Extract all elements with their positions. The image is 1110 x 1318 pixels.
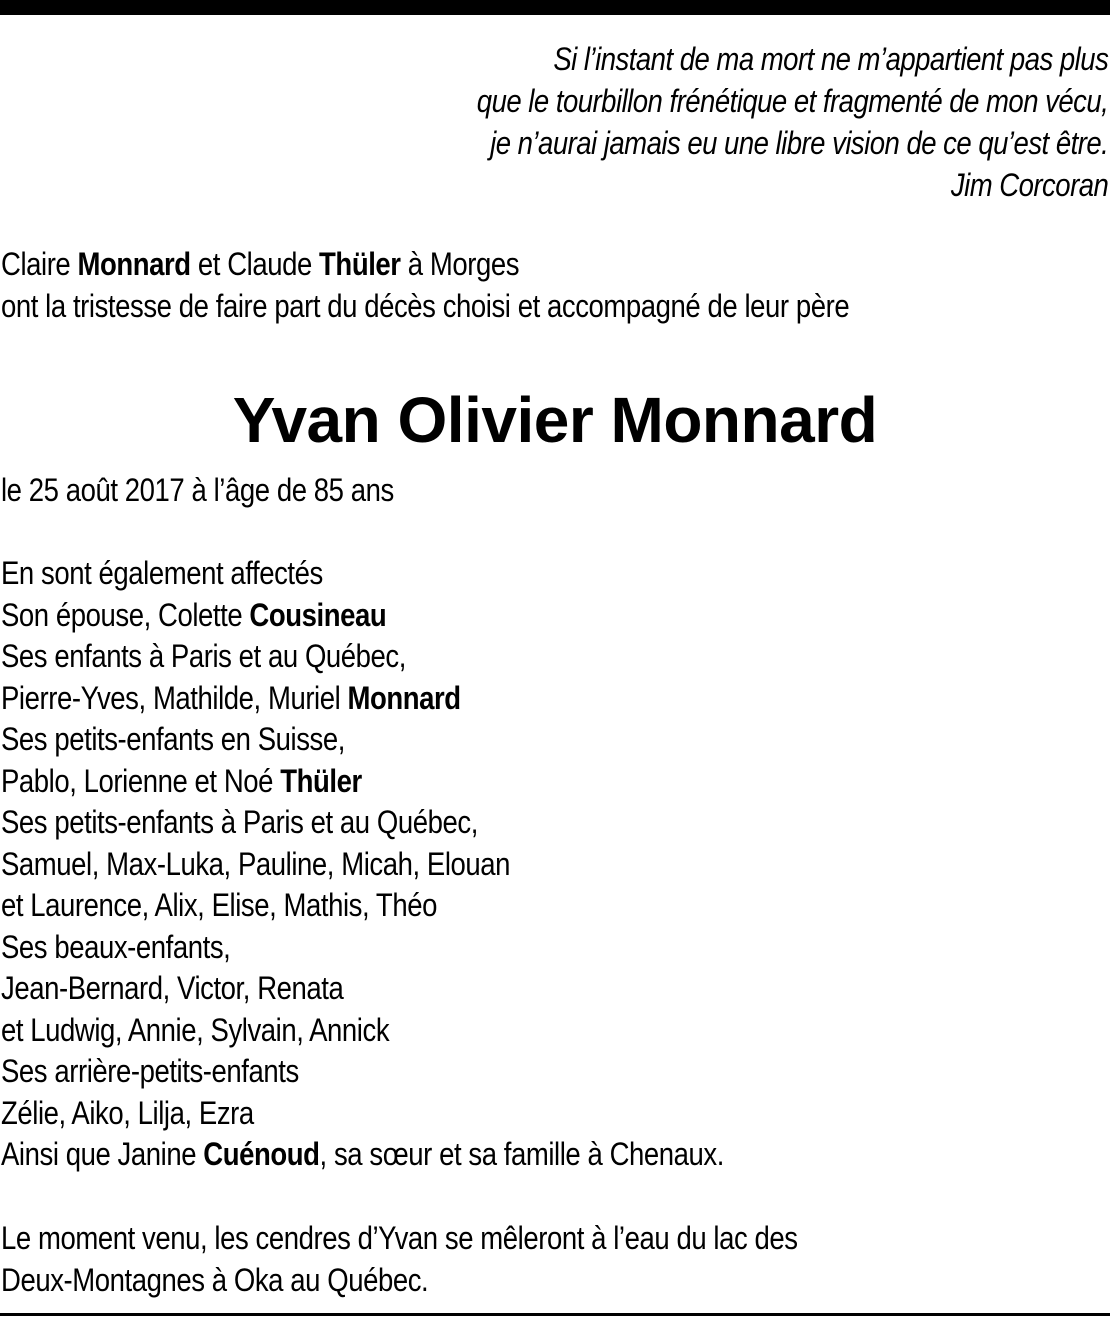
surname: Monnard [77, 246, 191, 282]
family-intro: En sont également affectés [1, 555, 323, 591]
grandchildren-pq-intro: Ses petits-enfants à Paris et au Québec, [1, 804, 478, 840]
date-line: le 25 août 2017 à l’âge de 85 ans [1, 472, 394, 508]
top-rule [0, 0, 1110, 15]
stepchildren-names-2: et Ludwig, Annie, Sylvain, Annick [1, 1011, 390, 1048]
family-list [1, 553, 724, 1176]
bottom-rule [0, 1313, 1110, 1316]
first-name: Claire [1, 246, 71, 282]
great-grandchildren-names: Zélie, Aiko, Lilja, Ezra [1, 1094, 254, 1131]
closing-note [1, 1218, 798, 1301]
grandchildren-ch-line [1, 761, 724, 803]
spouse-line [1, 595, 724, 637]
grandchildren-ch-intro: Ses petits-enfants en Suisse, [1, 721, 345, 757]
children-line [1, 678, 724, 720]
closing-line-2: Deux-Montagnes à Oka au Québec. [1, 1261, 429, 1298]
grandchildren-pq-names-2: et Laurence, Alix, Elise, Mathis, Théo [1, 887, 437, 923]
surname: Cousineau [249, 596, 387, 633]
surname: Thüler [280, 762, 362, 799]
sister-prefix: Ainsi que Janine [1, 1136, 197, 1172]
surname: Monnard [347, 679, 461, 716]
closing-line-1: Le moment venu, les cendres d’Yvan se mêleront à l’eau du lac des [1, 1220, 798, 1256]
surname: Cuénoud [203, 1136, 320, 1172]
surname: Thüler [319, 246, 401, 282]
death-date [1, 470, 394, 512]
connector-text: et Claude [197, 246, 312, 282]
great-grandchildren-intro: Ses arrière-petits-enfants [1, 1053, 299, 1089]
announcement-line-1 [1, 244, 849, 286]
sister-line [1, 1134, 724, 1176]
epigraph-line: que le tourbillon frénétique et fragmenté de mon vécu, [476, 83, 1108, 119]
grandchildren-ch-names: Pablo, Lorienne et Noé [1, 762, 274, 799]
sister-suffix: , sa sœur et sa famille à Chenaux. [319, 1136, 724, 1172]
epigraph-line: Si l’instant de ma mort ne m’appartient pas plus [553, 41, 1108, 77]
epigraph-line: je n’aurai jamais eu une libre vision de ce qu’est être. [489, 125, 1109, 161]
deceased-name: Yvan Olivier Monnard [232, 384, 878, 456]
spouse-prefix: Son épouse, Colette [1, 596, 243, 633]
stepchildren-intro: Ses beaux-enfants, [1, 928, 231, 965]
epigraph-quote [476, 38, 1108, 206]
children-intro: Ses enfants à Paris et au Québec, [1, 638, 406, 674]
children-names: Pierre-Yves, Mathilde, Muriel [1, 679, 341, 716]
grandchildren-pq-names-1: Samuel, Max-Luka, Pauline, Micah, Elouan [1, 845, 511, 882]
stepchildren-names-1: Jean-Bernard, Victor, Renata [1, 970, 344, 1006]
epigraph-author: Jim Corcoran [950, 167, 1108, 203]
location-text: à Morges [407, 246, 520, 282]
announcement-line-2: ont la tristesse de faire part du décès choisi et accompagné de leur père [1, 287, 850, 324]
announcement [1, 244, 849, 327]
